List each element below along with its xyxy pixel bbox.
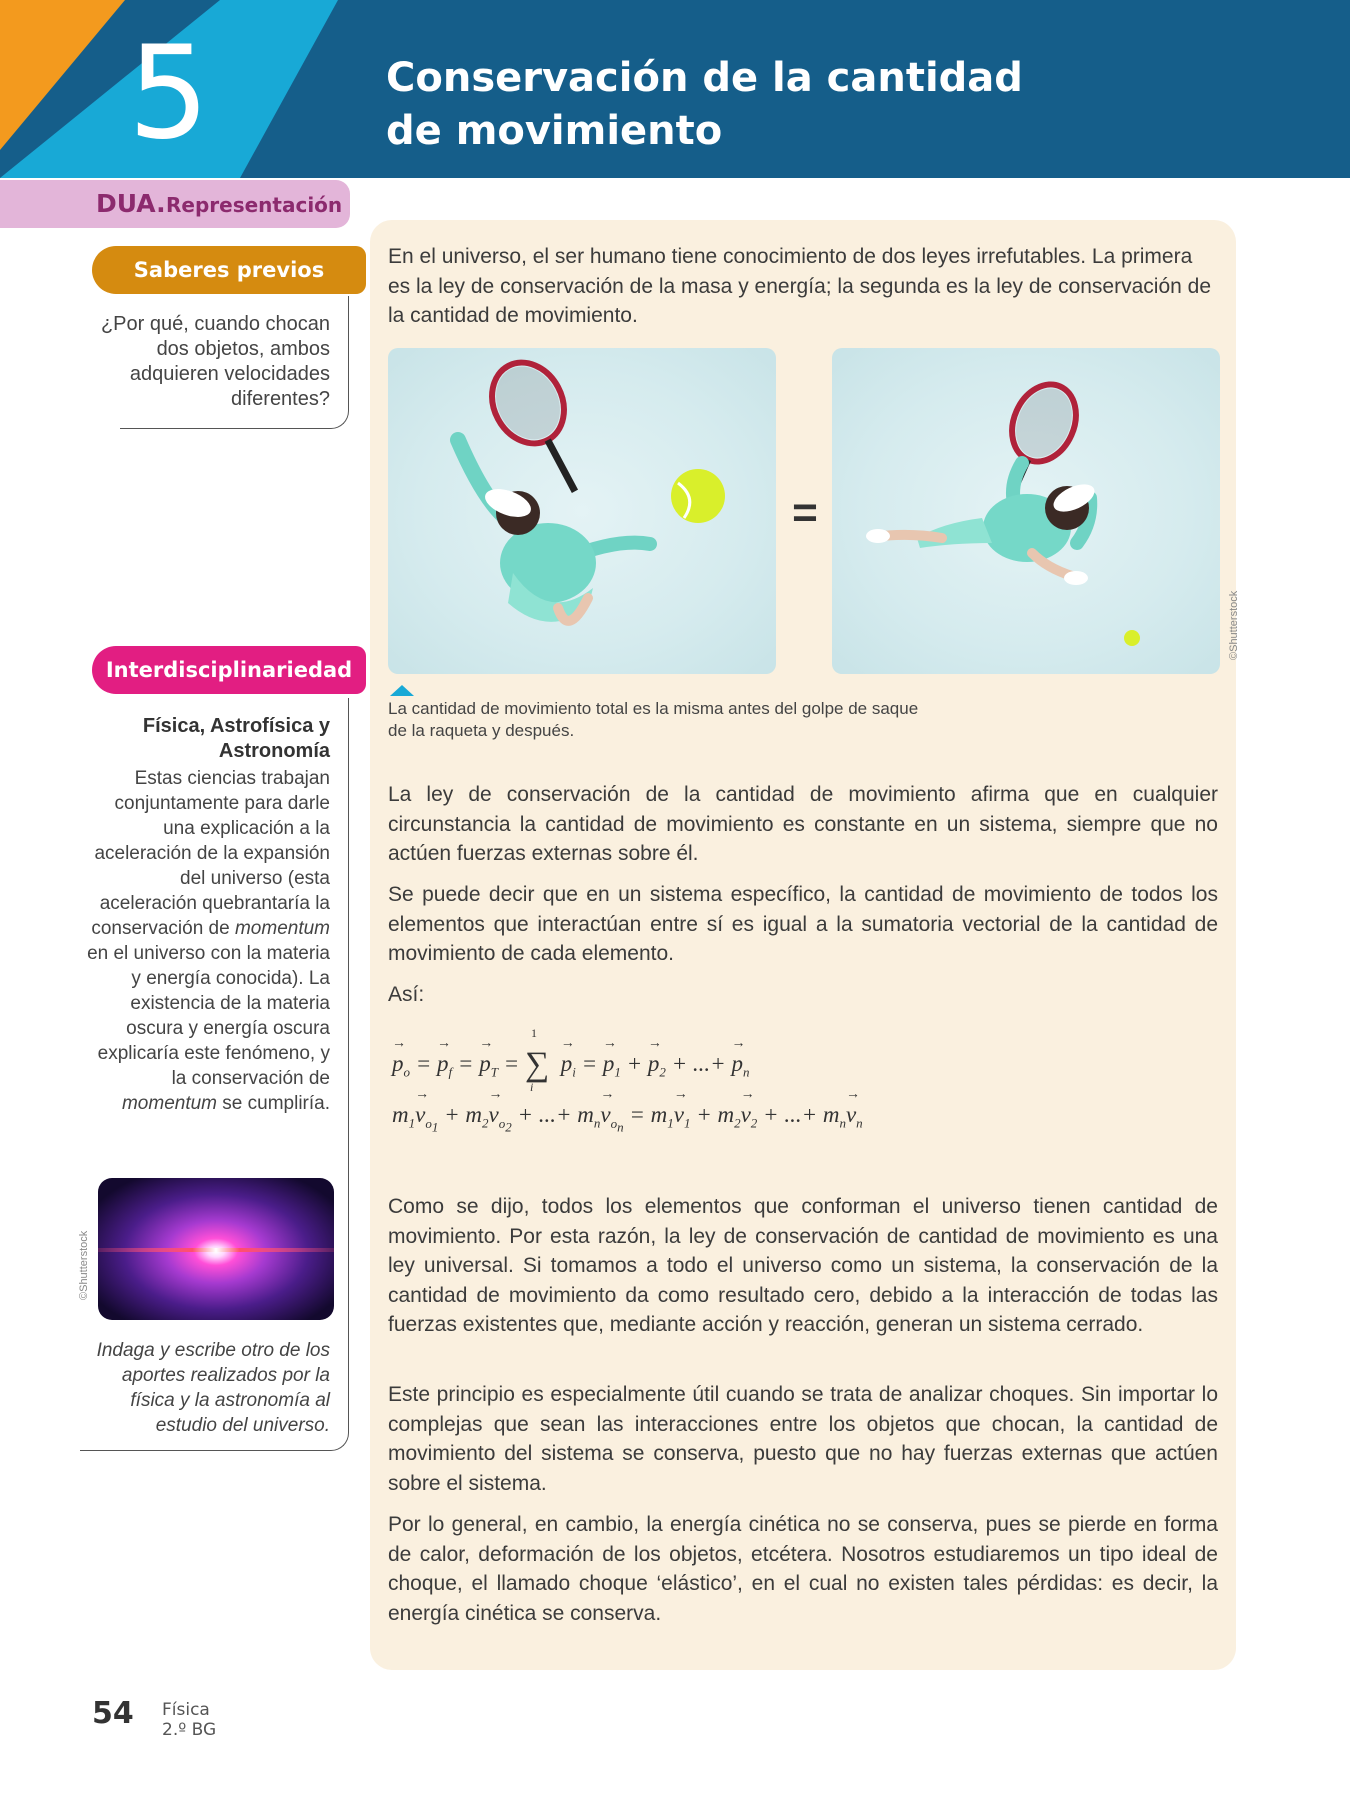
dua-tag [0,180,350,228]
saberes-previos-question: ¿Por qué, cuando chocan dos objetos, ambos adquieren velocidades diferentes? [100,313,330,410]
momentum-equation-sum: → $p_o$ = → $p_f$ = → $p_T$ = ∑ → $p_i$ = → $p_1$ + → $p_2$ + ...+ → $p_n$ [392,1042,749,1081]
intro-paragraph: En el universo, el ser humano tiene conocimiento de dos leyes irrefutables. La primera es la ley de conservación de la masa y energía; la segunda es la ley de conservación de la cantidad de movimiento. [388,245,1211,327]
conservation-law-paragraph: La ley de conservación de la cantidad de movimiento afirma que en cualquier circunstancia la cantidad de movimiento es constante en un sistema, siempre que no actúen fuerzas externas sobre él. [388,783,1218,865]
inter-body-text [80,766,330,1116]
main-content-panel [370,220,1240,1670]
saberes-previos-heading: Saberes previos [92,246,366,294]
specific-system-paragraph: Se puede decir que en un sistema específico, la cantidad de movimiento de todos los elementos que interactúan entre sí es igual a la sumatoria vectorial de la cantidad de movimiento de cada elemento. [388,883,1218,965]
momentum-equation-masses: $m_1\to v_{o_1} + m_2\to v_{o_2}$ + ...+ $m_n\to v_{o_n} = m_1\to v_1 + m_2\to v_2$ + ...+ $m_n\to v_n$ [392,1102,863,1135]
dua-category: Representación [166,193,343,217]
tennis-photo-before [388,348,776,674]
universe-paragraph: Como se dijo, todos los elementos que conforman el universo tienen cantidad de movimiento. Por esta razón, la ley de conservación de cantidad de movimiento es una ley universal. Si tomamos a todo el universo como un sistema, la conservación de la cantidad de movimiento da como resultado cero, debido a la interacción de todas las fuerzas existentes que, mediante acción y reacción, generan un sistema cerrado. [388,1195,1218,1336]
photo-caption [388,698,988,742]
saberes-previos-box [100,296,349,429]
kinetic-energy-paragraph: Por lo general, en cambio, la energía cinética no se conserva, pues se pierde en forma de calor, deformación de los objetos, etcétera. Nosotros estudiaremos un tipo ideal de choque, el llamado choque ‘elástico’, en el cual no existen tales pérdidas: es decir, la energía cinética se conserva. [388,1513,1218,1625]
caption-line2: de la raqueta y después. [388,721,575,740]
footer-subject [162,1700,216,1740]
interdisciplinariedad-box [80,698,349,1451]
inter-subject-title: Física, Astrofísica y Astronomía [142,715,330,762]
momentum-term: momentum [234,918,330,939]
inter-text-part-c: se cumpliría. [222,1093,330,1114]
footer-grade: 2.º BG [162,1720,217,1740]
chapter-header [0,0,1350,178]
momentum-term: momentum [121,1093,218,1114]
interdisciplinariedad-heading: Interdisciplinariedad [92,646,366,694]
footer-subject-name: Física [162,1700,210,1720]
unit-title-line2: de movimiento [386,108,723,154]
sigma-upper-limit: 1 [531,1026,537,1040]
inter-text-part-a: Estas ciencias trabajan conjuntamente para darle una explicación a la aceleración de la expansión del universo (esta aceleración quebrantaría la conservación de [91,768,330,939]
dua-label: DUA. [96,189,166,218]
tennis-photo-after [832,348,1220,674]
asi-label: Así: [388,983,425,1006]
light-streak [98,1248,334,1252]
caption-line1: La cantidad de movimiento total es la misma antes del golpe de saque [388,699,919,718]
inter-text-part-b: en el universo con la materia y energía conocida). La existencia de la materia oscura y energía oscura explicaría este fenómeno, y la conservación de [87,943,330,1089]
unit-title [386,52,1086,158]
photo-credit: ©Shutterstock [1228,590,1240,660]
sigma-lower-limit: i [530,1080,534,1094]
cosmic-burst-image [98,1178,334,1320]
image-credit: ©Shutterstock [78,1230,90,1300]
page-number: 54 [92,1696,134,1731]
equals-sign: = [792,488,818,537]
inter-task-prompt: Indaga y escribe otro de los aportes realizados por la física y la astronomía al estudio del universo. [96,1340,330,1436]
collision-principle-paragraph: Este principio es especialmente útil cuando se trata de analizar choques. Sin importar lo complejas que sean las interacciones entre los objetos que chocan, la cantidad de movimiento del sistema se conserva, puesto que no hay fuerzas externas que actúen sobre el sistema. [388,1383,1218,1495]
caption-marker-icon [390,685,414,696]
tennis-player-follow-through-illustration [832,348,1220,674]
tennis-player-serve-illustration [388,348,776,674]
unit-number: 5 [128,19,210,168]
unit-title-line1: Conservación de la cantidad [386,55,1023,101]
